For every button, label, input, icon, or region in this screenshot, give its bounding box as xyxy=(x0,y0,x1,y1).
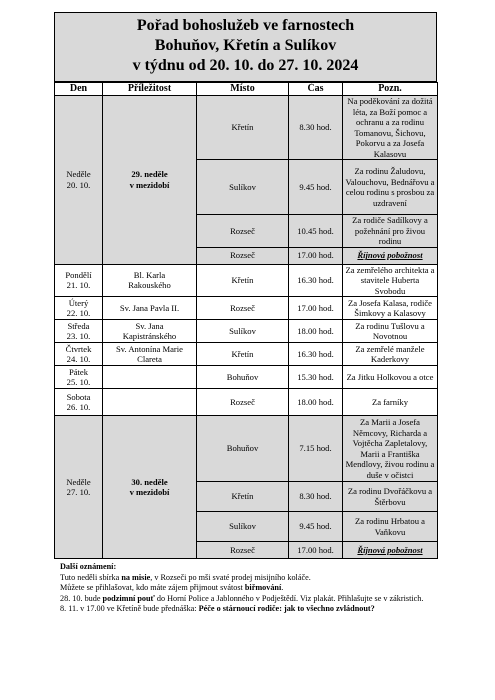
title-line-2: Bohuňov, Křetín a Sulíkov xyxy=(154,37,337,54)
note-cell: Za rodinu Žaludovu, Valouchovu, Bednářovu a celou rodinu s prosbou za uzdravení xyxy=(343,160,438,215)
place-cell: Rozseč xyxy=(197,389,289,416)
table-row xyxy=(55,416,438,482)
table-row xyxy=(55,389,438,416)
schedule-page xyxy=(54,12,437,559)
time-cell: 8.30 hod. xyxy=(289,96,343,160)
occasion-cell: Bl. Karla Rakouského xyxy=(103,264,197,297)
announcement-text: 28. 10. bude xyxy=(60,593,103,603)
note-cell: Za rodiče Sadílkovy a požehnání pro živou rodinu xyxy=(343,215,438,248)
time-cell: 17.00 hod. xyxy=(289,297,343,320)
column-header-occasion: Příležitost xyxy=(103,83,197,96)
note-cell: Za Jitku Holkovou a otce xyxy=(343,366,438,389)
occasion-cell: Sv. Jana Pavla II. xyxy=(103,297,197,320)
time-cell: 16.30 hod. xyxy=(289,343,343,366)
day-cell: Pondělí 21. 10. xyxy=(55,264,103,297)
announcement-text: Tuto neděli sbírka xyxy=(60,572,122,582)
title-line-1: Pořad bohoslužeb ve farnostech xyxy=(136,17,355,34)
announcement-emphasis: Péče o stárnoucí rodiče: jak to všechno zvládnout? xyxy=(198,604,375,614)
column-header-time: Čas xyxy=(289,83,343,96)
note-cell: Za rodinu Dvořáčkovu a Štěrbovu xyxy=(343,482,438,512)
place-cell: Sulíkov xyxy=(197,512,289,542)
note-cell: Za zemřelého architekta a stavitele Huberta Svobodu xyxy=(343,264,438,297)
table-row xyxy=(55,96,438,160)
place-cell: Rozseč xyxy=(197,542,289,559)
announcement-3 xyxy=(60,594,432,605)
announcement-emphasis: podzimní pouť xyxy=(102,593,155,603)
time-cell: 9.45 hod. xyxy=(289,160,343,215)
note-cell: Říjnová pobožnost xyxy=(343,247,438,264)
place-cell: Rozseč xyxy=(197,247,289,264)
occasion-cell: 30. neděle v mezidobí xyxy=(103,416,197,559)
time-cell: 16.30 hod. xyxy=(289,264,343,297)
announcements xyxy=(60,562,432,615)
note-cell: Za Marii a Josefa Němcovy, Richarda a Vojtěcha Zapletalovy, Marii a Františka Mendlovy, živou rodinu a duše v očistci xyxy=(343,416,438,482)
mass-schedule-table xyxy=(54,82,438,559)
table-row xyxy=(55,320,438,343)
time-cell: 17.00 hod. xyxy=(289,247,343,264)
day-cell: Sobota 26. 10. xyxy=(55,389,103,416)
day-cell: Neděle 27. 10. xyxy=(55,416,103,559)
place-cell: Rozseč xyxy=(197,297,289,320)
time-cell: 18.00 hod. xyxy=(289,320,343,343)
occasion-cell: Sv. Jana Kapistránského xyxy=(103,320,197,343)
announcement-2 xyxy=(60,583,432,594)
note-cell: Na poděkování za dožitá léta, za Boží pomoc a ochranu a za rodinu Tomanovu, Šichovu, Pokorvu a za Josefa Kalasovu xyxy=(343,96,438,160)
column-header-day: Den xyxy=(55,83,103,96)
occasion-cell xyxy=(103,389,197,416)
day-cell: Čtvrtek 24. 10. xyxy=(55,343,103,366)
place-cell: Křetín xyxy=(197,343,289,366)
table-header-row xyxy=(55,83,438,96)
table-row xyxy=(55,343,438,366)
time-cell: 17.00 hod. xyxy=(289,542,343,559)
note-cell: Za Josefa Kalasa, rodiče Šimkovy a Kalasovy xyxy=(343,297,438,320)
time-cell: 15.30 hod. xyxy=(289,366,343,389)
note-cell: Za farníky xyxy=(343,389,438,416)
note-cell: Za zemřelé manžele Kaderkovy xyxy=(343,343,438,366)
column-header-note: Pozn. xyxy=(343,83,438,96)
time-cell: 18.00 hod. xyxy=(289,389,343,416)
table-row xyxy=(55,366,438,389)
place-cell: Křetín xyxy=(197,482,289,512)
day-cell: Středa 23. 10. xyxy=(55,320,103,343)
announcement-emphasis: na misie xyxy=(121,572,151,582)
title-box xyxy=(54,12,437,82)
time-cell: 8.30 hod. xyxy=(289,482,343,512)
column-header-place: Místo xyxy=(197,83,289,96)
time-cell: 9.45 hod. xyxy=(289,512,343,542)
announcement-text: 8. 11. v 17.00 ve Křetíně bude přednáška: xyxy=(60,604,199,614)
day-cell: Pátek 25. 10. xyxy=(55,366,103,389)
announcement-4 xyxy=(60,604,432,615)
announcements-heading: Další oznámení: xyxy=(60,562,117,571)
title-line-3: v týdnu od 20. 10. do 27. 10. 2024 xyxy=(132,57,359,74)
place-cell: Křetín xyxy=(197,264,289,297)
note-cell: Říjnová pobožnost xyxy=(343,542,438,559)
place-cell: Křetín xyxy=(197,96,289,160)
place-cell: Sulíkov xyxy=(197,320,289,343)
place-cell: Sulíkov xyxy=(197,160,289,215)
table-row xyxy=(55,297,438,320)
announcement-text: . xyxy=(281,583,284,593)
occasion-cell xyxy=(103,366,197,389)
announcement-text: Můžete se přihlašovat, kdo máte zájem přijmout svátost xyxy=(60,583,245,593)
day-cell: Neděle 20. 10. xyxy=(55,96,103,265)
note-cell: Za rodinu Tušlovu a Novotnou xyxy=(343,320,438,343)
place-cell: Rozseč xyxy=(197,215,289,248)
occasion-cell: 29. neděle v mezidobí xyxy=(103,96,197,265)
place-cell: Bohuňov xyxy=(197,366,289,389)
time-cell: 7.15 hod. xyxy=(289,416,343,482)
announcement-text: , v Rozseči po mši svaté prodej misijního koláče. xyxy=(150,572,311,582)
place-cell: Bohuňov xyxy=(197,416,289,482)
occasion-cell: Sv. Antonína Marie Clareta xyxy=(103,343,197,366)
note-cell: Za rodinu Hrbatou a Vaňkovu xyxy=(343,512,438,542)
announcement-1 xyxy=(60,573,432,584)
time-cell: 10.45 hod. xyxy=(289,215,343,248)
announcement-text: do Horní Police a Jablonného v Podještědí. Viz plakát. Přihlašujte se v zákristich. xyxy=(154,593,424,603)
table-row xyxy=(55,264,438,297)
announcement-emphasis: biřmování xyxy=(244,583,282,593)
day-cell: Úterý 22. 10. xyxy=(55,297,103,320)
